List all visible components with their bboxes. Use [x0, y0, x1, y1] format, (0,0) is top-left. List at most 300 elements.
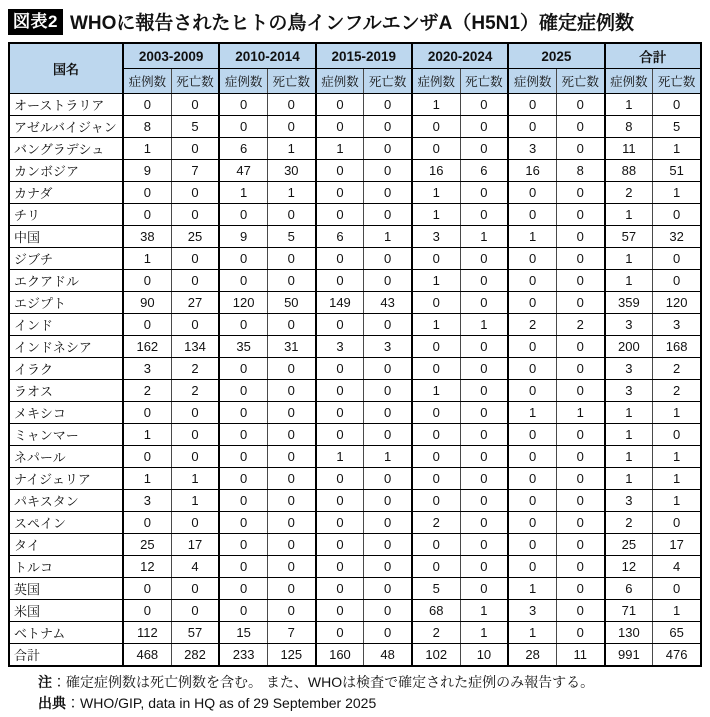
source-text: ：WHO/GIP, data in HQ as of 29 September 2025 [66, 695, 377, 711]
value-cell: 0 [460, 204, 508, 226]
value-cell: 1 [605, 270, 653, 292]
value-cell: 1 [508, 402, 556, 424]
value-cell: 0 [460, 94, 508, 116]
value-cell: 0 [219, 512, 267, 534]
value-cell: 0 [171, 578, 219, 600]
year-group-header: 2020-2024 [412, 43, 508, 69]
value-cell: 1 [171, 490, 219, 512]
cases-subheader: 症例数 [219, 69, 267, 94]
value-cell: 47 [219, 160, 267, 182]
table-row [9, 556, 701, 578]
country-cell: エジプト [9, 292, 123, 314]
value-cell: 0 [556, 248, 604, 270]
value-cell: 0 [653, 270, 701, 292]
table-header [9, 43, 701, 94]
value-cell: 8 [123, 116, 171, 138]
value-cell: 0 [508, 424, 556, 446]
country-cell: イラク [9, 358, 123, 380]
value-cell: 0 [219, 402, 267, 424]
table-row [9, 578, 701, 600]
value-cell: 0 [316, 160, 364, 182]
value-cell: 0 [316, 402, 364, 424]
value-cell: 0 [556, 358, 604, 380]
value-cell: 1 [171, 468, 219, 490]
value-cell: 0 [267, 556, 315, 578]
value-cell: 0 [508, 380, 556, 402]
value-cell: 0 [123, 512, 171, 534]
table-row [9, 600, 701, 622]
country-cell: ミャンマー [9, 424, 123, 446]
value-cell: 0 [123, 182, 171, 204]
table-row [9, 314, 701, 336]
value-cell: 5 [267, 226, 315, 248]
value-cell: 282 [171, 644, 219, 667]
value-cell: 0 [460, 182, 508, 204]
table-row [9, 182, 701, 204]
value-cell: 17 [653, 534, 701, 556]
country-cell: ナイジェリア [9, 468, 123, 490]
value-cell: 1 [123, 468, 171, 490]
value-cell: 0 [460, 292, 508, 314]
value-cell: 0 [508, 358, 556, 380]
value-cell: 0 [171, 94, 219, 116]
value-cell: 48 [364, 644, 412, 667]
value-cell: 0 [556, 600, 604, 622]
value-cell: 0 [171, 446, 219, 468]
value-cell: 0 [267, 94, 315, 116]
value-cell: 0 [460, 336, 508, 358]
value-cell: 233 [219, 644, 267, 667]
value-cell: 9 [219, 226, 267, 248]
value-cell: 1 [267, 182, 315, 204]
value-cell: 0 [219, 380, 267, 402]
table-row [9, 160, 701, 182]
value-cell: 476 [653, 644, 701, 667]
value-cell: 0 [316, 600, 364, 622]
value-cell: 0 [653, 204, 701, 226]
value-cell: 0 [316, 358, 364, 380]
value-cell: 0 [508, 534, 556, 556]
value-cell: 0 [171, 424, 219, 446]
value-cell: 0 [219, 204, 267, 226]
value-cell: 1 [267, 138, 315, 160]
h5n1-case-table [8, 42, 702, 667]
country-cell: 米国 [9, 600, 123, 622]
value-cell: 0 [219, 424, 267, 446]
value-cell: 1 [653, 402, 701, 424]
value-cell: 35 [219, 336, 267, 358]
value-cell: 0 [412, 424, 460, 446]
value-cell: 0 [556, 94, 604, 116]
value-cell: 0 [508, 446, 556, 468]
deaths-subheader: 死亡数 [364, 69, 412, 94]
value-cell: 0 [123, 600, 171, 622]
value-cell: 0 [556, 270, 604, 292]
value-cell: 0 [364, 314, 412, 336]
value-cell: 0 [460, 424, 508, 446]
deaths-subheader: 死亡数 [171, 69, 219, 94]
value-cell: 112 [123, 622, 171, 644]
value-cell: 0 [364, 622, 412, 644]
value-cell: 168 [653, 336, 701, 358]
value-cell: 6 [219, 138, 267, 160]
value-cell: 0 [219, 116, 267, 138]
value-cell: 5 [171, 116, 219, 138]
country-cell: インド [9, 314, 123, 336]
deaths-subheader: 死亡数 [556, 69, 604, 94]
value-cell: 1 [412, 314, 460, 336]
value-cell: 0 [508, 94, 556, 116]
value-cell: 1 [556, 402, 604, 424]
value-cell: 0 [508, 270, 556, 292]
value-cell: 1 [653, 138, 701, 160]
value-cell: 991 [605, 644, 653, 667]
value-cell: 0 [508, 204, 556, 226]
value-cell: 0 [171, 270, 219, 292]
value-cell: 3 [605, 314, 653, 336]
value-cell: 0 [219, 534, 267, 556]
value-cell: 2 [171, 358, 219, 380]
page-title: WHOに報告されたヒトの鳥インフルエンザA（H5N1）確定症例数 [69, 13, 634, 34]
value-cell: 0 [460, 512, 508, 534]
value-cell: 0 [412, 358, 460, 380]
country-cell: 英国 [9, 578, 123, 600]
value-cell: 0 [219, 600, 267, 622]
value-cell: 0 [219, 468, 267, 490]
value-cell: 0 [219, 556, 267, 578]
source-line [38, 693, 702, 714]
value-cell: 0 [123, 270, 171, 292]
value-cell: 130 [605, 622, 653, 644]
country-cell: ベトナム [9, 622, 123, 644]
value-cell: 0 [364, 116, 412, 138]
value-cell: 38 [123, 226, 171, 248]
value-cell: 71 [605, 600, 653, 622]
value-cell: 65 [653, 622, 701, 644]
country-cell: メキシコ [9, 402, 123, 424]
value-cell: 0 [267, 402, 315, 424]
value-cell: 0 [219, 248, 267, 270]
value-cell: 1 [605, 424, 653, 446]
value-cell: 2 [123, 380, 171, 402]
value-cell: 0 [267, 204, 315, 226]
value-cell: 0 [123, 204, 171, 226]
value-cell: 3 [605, 380, 653, 402]
value-cell: 1 [508, 622, 556, 644]
value-cell: 0 [364, 424, 412, 446]
value-cell: 8 [605, 116, 653, 138]
value-cell: 2 [653, 380, 701, 402]
value-cell: 0 [412, 446, 460, 468]
value-cell: 0 [316, 204, 364, 226]
value-cell: 0 [267, 600, 315, 622]
value-cell: 0 [267, 270, 315, 292]
deaths-subheader: 死亡数 [460, 69, 508, 94]
value-cell: 125 [267, 644, 315, 667]
value-cell: 0 [508, 292, 556, 314]
value-cell: 0 [364, 138, 412, 160]
value-cell: 0 [267, 424, 315, 446]
value-cell: 1 [412, 204, 460, 226]
value-cell: 0 [508, 556, 556, 578]
value-cell: 0 [267, 116, 315, 138]
value-cell: 3 [412, 226, 460, 248]
value-cell: 6 [605, 578, 653, 600]
value-cell: 0 [219, 578, 267, 600]
value-cell: 102 [412, 644, 460, 667]
value-cell: 1 [364, 446, 412, 468]
table-row [9, 116, 701, 138]
value-cell: 0 [556, 490, 604, 512]
note-text: ：確定症例数は死亡例数を含む。 また、WHOは検査で確定された症例のみ報告する。 [52, 674, 595, 690]
value-cell: 0 [460, 534, 508, 556]
footnotes [38, 672, 702, 714]
value-cell: 160 [316, 644, 364, 667]
country-cell: カンボジア [9, 160, 123, 182]
value-cell: 0 [171, 248, 219, 270]
table-row [9, 446, 701, 468]
value-cell: 3 [508, 138, 556, 160]
value-cell: 0 [412, 556, 460, 578]
table-row [9, 292, 701, 314]
value-cell: 120 [653, 292, 701, 314]
country-cell: 合計 [9, 644, 123, 667]
value-cell: 3 [123, 358, 171, 380]
value-cell: 0 [412, 468, 460, 490]
country-cell: ラオス [9, 380, 123, 402]
value-cell: 0 [412, 116, 460, 138]
deaths-subheader: 死亡数 [653, 69, 701, 94]
value-cell: 1 [460, 622, 508, 644]
group-header-row [9, 43, 701, 69]
value-cell: 1 [605, 248, 653, 270]
table-row [9, 358, 701, 380]
value-cell: 0 [171, 512, 219, 534]
value-cell: 1 [653, 490, 701, 512]
value-cell: 57 [605, 226, 653, 248]
table-row [9, 490, 701, 512]
value-cell: 162 [123, 336, 171, 358]
country-cell: トルコ [9, 556, 123, 578]
value-cell: 0 [460, 578, 508, 600]
value-cell: 0 [267, 534, 315, 556]
value-cell: 0 [267, 380, 315, 402]
value-cell: 2 [412, 512, 460, 534]
cases-subheader: 症例数 [316, 69, 364, 94]
country-cell: バングラデシュ [9, 138, 123, 160]
value-cell: 1 [412, 182, 460, 204]
value-cell: 0 [653, 94, 701, 116]
country-cell: スペイン [9, 512, 123, 534]
value-cell: 0 [556, 292, 604, 314]
value-cell: 0 [267, 358, 315, 380]
value-cell: 31 [267, 336, 315, 358]
value-cell: 0 [460, 248, 508, 270]
value-cell: 1 [412, 270, 460, 292]
value-cell: 0 [556, 556, 604, 578]
value-cell: 0 [364, 380, 412, 402]
value-cell: 68 [412, 600, 460, 622]
value-cell: 0 [508, 182, 556, 204]
value-cell: 1 [460, 600, 508, 622]
value-cell: 0 [653, 512, 701, 534]
value-cell: 0 [556, 116, 604, 138]
total-row [9, 644, 701, 667]
value-cell: 6 [460, 160, 508, 182]
figure-title-bar [8, 8, 702, 35]
value-cell: 7 [171, 160, 219, 182]
value-cell: 25 [171, 226, 219, 248]
value-cell: 0 [267, 248, 315, 270]
value-cell: 16 [508, 160, 556, 182]
value-cell: 0 [412, 534, 460, 556]
country-cell: インドネシア [9, 336, 123, 358]
value-cell: 88 [605, 160, 653, 182]
value-cell: 0 [364, 248, 412, 270]
value-cell: 8 [556, 160, 604, 182]
value-cell: 0 [412, 138, 460, 160]
country-cell: 中国 [9, 226, 123, 248]
value-cell: 9 [123, 160, 171, 182]
value-cell: 1 [219, 182, 267, 204]
value-cell: 0 [267, 578, 315, 600]
value-cell: 0 [316, 490, 364, 512]
value-cell: 27 [171, 292, 219, 314]
value-cell: 0 [364, 556, 412, 578]
value-cell: 0 [171, 314, 219, 336]
cases-subheader: 症例数 [412, 69, 460, 94]
note-line [38, 672, 702, 693]
value-cell: 1 [316, 446, 364, 468]
value-cell: 2 [171, 380, 219, 402]
value-cell: 3 [605, 358, 653, 380]
deaths-subheader: 死亡数 [267, 69, 315, 94]
value-cell: 1 [316, 138, 364, 160]
value-cell: 0 [460, 116, 508, 138]
value-cell: 0 [123, 446, 171, 468]
country-cell: ジブチ [9, 248, 123, 270]
value-cell: 0 [171, 182, 219, 204]
value-cell: 0 [364, 182, 412, 204]
value-cell: 0 [556, 534, 604, 556]
value-cell: 0 [316, 94, 364, 116]
table-row [9, 204, 701, 226]
value-cell: 25 [123, 534, 171, 556]
value-cell: 25 [605, 534, 653, 556]
value-cell: 2 [653, 358, 701, 380]
value-cell: 0 [171, 204, 219, 226]
value-cell: 17 [171, 534, 219, 556]
value-cell: 4 [653, 556, 701, 578]
value-cell: 0 [653, 424, 701, 446]
value-cell: 120 [219, 292, 267, 314]
value-cell: 0 [653, 248, 701, 270]
value-cell: 0 [460, 402, 508, 424]
value-cell: 1 [653, 600, 701, 622]
value-cell: 0 [219, 358, 267, 380]
value-cell: 0 [460, 446, 508, 468]
value-cell: 1 [653, 468, 701, 490]
value-cell: 0 [316, 248, 364, 270]
value-cell: 0 [556, 138, 604, 160]
value-cell: 2 [508, 314, 556, 336]
value-cell: 16 [412, 160, 460, 182]
value-cell: 0 [123, 94, 171, 116]
value-cell: 51 [653, 160, 701, 182]
value-cell: 0 [508, 336, 556, 358]
value-cell: 3 [508, 600, 556, 622]
value-cell: 0 [316, 380, 364, 402]
value-cell: 0 [267, 314, 315, 336]
year-group-header: 2003-2009 [123, 43, 219, 69]
value-cell: 0 [508, 490, 556, 512]
value-cell: 2 [556, 314, 604, 336]
value-cell: 1 [605, 468, 653, 490]
value-cell: 0 [364, 490, 412, 512]
value-cell: 2 [605, 512, 653, 534]
value-cell: 5 [653, 116, 701, 138]
value-cell: 0 [364, 160, 412, 182]
cases-subheader: 症例数 [508, 69, 556, 94]
value-cell: 0 [556, 512, 604, 534]
value-cell: 0 [316, 182, 364, 204]
value-cell: 0 [267, 446, 315, 468]
value-cell: 0 [460, 358, 508, 380]
value-cell: 0 [316, 424, 364, 446]
value-cell: 0 [556, 578, 604, 600]
value-cell: 2 [412, 622, 460, 644]
value-cell: 0 [267, 490, 315, 512]
value-cell: 200 [605, 336, 653, 358]
value-cell: 11 [605, 138, 653, 160]
value-cell: 0 [412, 248, 460, 270]
value-cell: 1 [412, 94, 460, 116]
value-cell: 0 [364, 534, 412, 556]
table-row [9, 512, 701, 534]
value-cell: 32 [653, 226, 701, 248]
table-row [9, 622, 701, 644]
value-cell: 0 [460, 468, 508, 490]
value-cell: 0 [412, 292, 460, 314]
value-cell: 0 [267, 468, 315, 490]
value-cell: 0 [556, 468, 604, 490]
value-cell: 15 [219, 622, 267, 644]
year-group-header: 2010-2014 [219, 43, 315, 69]
value-cell: 359 [605, 292, 653, 314]
value-cell: 30 [267, 160, 315, 182]
value-cell: 1 [605, 402, 653, 424]
value-cell: 0 [123, 314, 171, 336]
value-cell: 0 [316, 622, 364, 644]
country-cell: アゼルバイジャン [9, 116, 123, 138]
value-cell: 6 [316, 226, 364, 248]
value-cell: 0 [364, 512, 412, 534]
value-cell: 0 [364, 600, 412, 622]
value-cell: 0 [267, 512, 315, 534]
value-cell: 0 [219, 94, 267, 116]
value-cell: 0 [556, 204, 604, 226]
value-cell: 1 [605, 204, 653, 226]
value-cell: 0 [508, 468, 556, 490]
value-cell: 90 [123, 292, 171, 314]
cases-subheader: 症例数 [605, 69, 653, 94]
table-row [9, 534, 701, 556]
value-cell: 0 [508, 116, 556, 138]
value-cell: 1 [460, 226, 508, 248]
value-cell: 134 [171, 336, 219, 358]
value-cell: 0 [219, 446, 267, 468]
cases-subheader: 症例数 [123, 69, 171, 94]
